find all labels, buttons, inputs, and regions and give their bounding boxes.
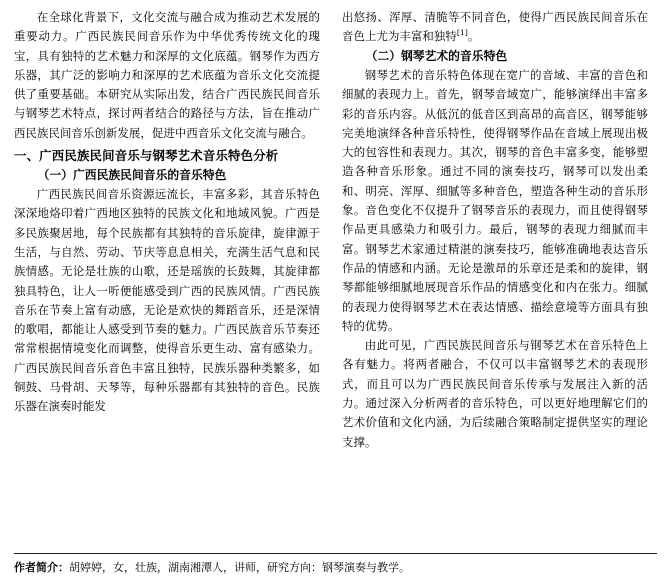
citation-reference: [1] [456, 28, 468, 38]
author-bio-label: 作者简介： [14, 561, 69, 574]
paragraph-guangxi-folk-features: 广西民族民间音乐资源远流长，丰富多彩，其音乐特色深深地烙印着广西地区独特的民族文化和地域风貌。广西是多民族聚居地，每个民族都有其独特的音乐旋律，旋律源于生活，与自然、劳动、节庆等息息相关，充满生活气息和民族情感。无论是壮族的山歌，还是瑶族的长鼓舞，其旋律都独具特色，让人一听便能感受到广西的民族风情。广西民族音乐在节奏上富有动感，无论是欢快的舞蹈音乐，还是深情的歌唱，都能让人感受到节奏的魅力。广西民族音乐节奏还常常根据情境变化而调整，使得音乐更生动、富有感染力。广西民族民间音乐音色丰富且独特，民族乐器种类繁多，如铜鼓、马骨胡、天琴等，每种乐器都有其独特的音色。民族乐器在演奏时能发 [14, 187, 320, 414]
author-bio-text: 胡婷婷，女，壮族，湖南湘潭人，讲师，研究方向：钢琴演奏与教学。 [69, 561, 410, 574]
continuation-suffix: 。 [467, 29, 480, 44]
section-heading-one: 一、广西民族民间音乐与钢琴艺术音乐特色分析 [14, 148, 279, 164]
subsection-heading-one-b: （二）钢琴艺术的音乐特色 [365, 48, 508, 63]
subsection-heading-one-a: （一）广西民族民间音乐的音乐特色 [37, 167, 227, 182]
paragraph-piano-features: 钢琴艺术的音乐特色体现在宽广的音域、丰富的音色和细腻的表现力上。首先，钢琴音域宽广，能够演绎出丰富多彩的音乐内容。从低沉的低音区到高昂的高音区，钢琴能够完美地演绎各种音乐特性，使得钢琴作品在音域上展现出极大的包容性和表现力。其次，钢琴的音色丰富多变，能够塑造各种音乐形象。通过不同的演奏技巧，钢琴可以发出柔和、明亮、浑厚、细腻等多种音色，塑造各种生动的音乐形象。音色变化不仅提升了钢琴音乐的表现力，而且使得钢琴作品更具感染力和吸引力。最后，钢琴的表现力细腻而丰富。钢琴艺术家通过精湛的演奏技巧，能够准确地表达音乐作品的情感和内涵。无论是激昂的乐章还是柔和的旋律，钢琴都能够细腻地展现音乐作品的情感变化和内在张力。细腻的表现力使得钢琴艺术在表达情感、描绘意境等方面具有独特的优势。 [342, 68, 648, 333]
left-column [14, 8, 320, 538]
right-column [342, 8, 648, 538]
paragraph-intro: 在全球化背景下，文化交流与融合成为推动艺术发展的重要动力。广西民族民间音乐作为中华优秀传统文化的瑰宝，具有独特的艺术魅力和深厚的文化底蕴。钢琴作为西方乐器，其广泛的影响力和深厚的艺术底蕴为音乐文化交流提供了重要基础。本研究从实际出发，结合广西民族民间音乐与钢琴艺术特点，探讨两者结合的路径与方法，旨在推动广西民族民间音乐创新发展，促进中西音乐文化交流与融合。 [14, 10, 320, 140]
paragraph-continuation [342, 8, 648, 47]
paragraph-conclusion: 由此可见，广西民族民间音乐与钢琴艺术在音乐特色上各有魅力。将两者融合，不仅可以丰富钢琴艺术的表现形式，而且可以为广西民族民间音乐传承与发展注入新的活力。通过深入分析两者的音乐特色，可以更好地理解它们的艺术价值和文化内涵，为后续融合策略制定提供坚实的理论支撑。 [342, 338, 648, 449]
author-bio-footnote [14, 553, 657, 576]
two-column-body [14, 8, 657, 538]
continuation-text: 出悠扬、浑厚、清脆等不同音色，使得广西民族民间音乐在音色上尤为丰富和独特 [342, 10, 648, 44]
